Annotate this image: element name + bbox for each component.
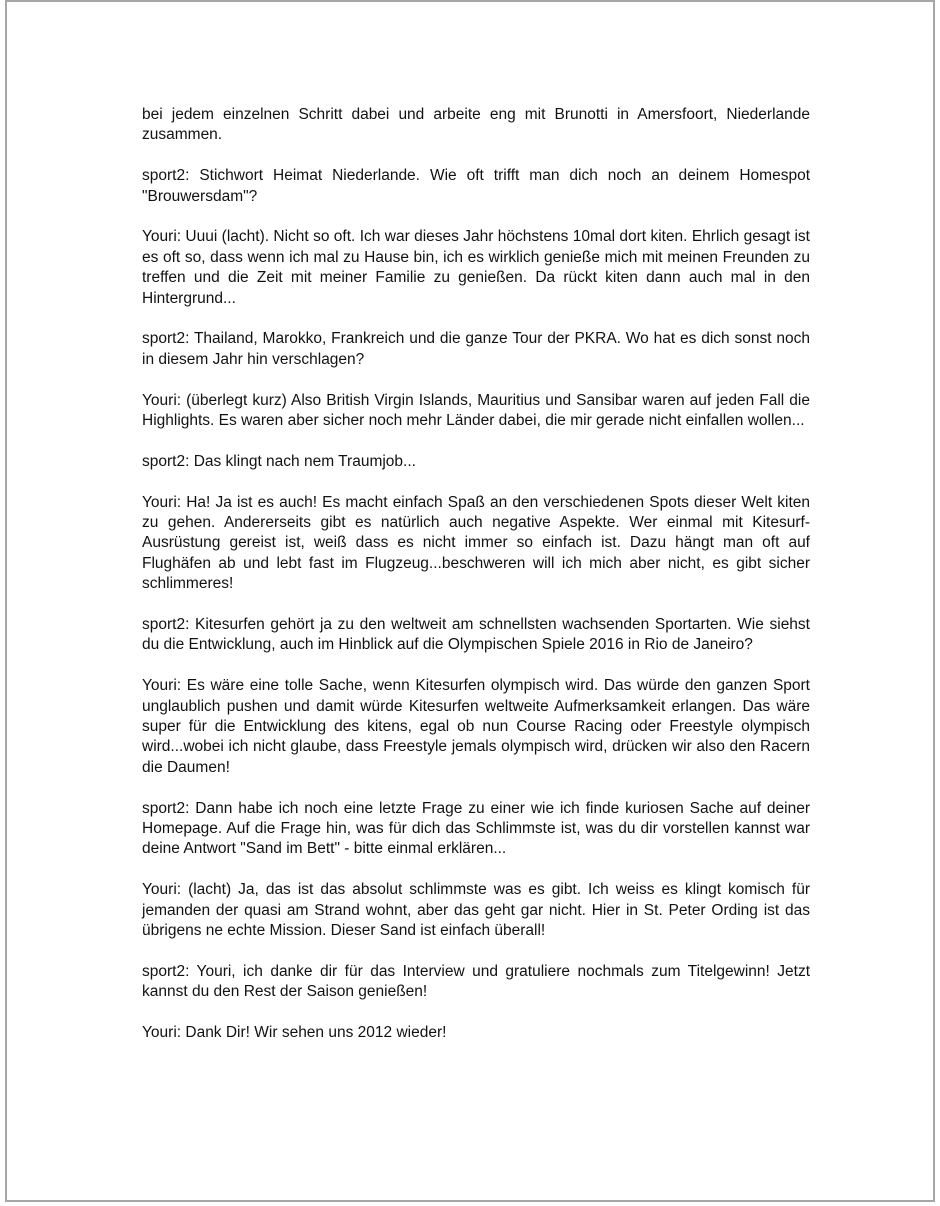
paragraph-answer-olympics: Youri: Es wäre eine tolle Sache, wenn Kitesurfen olympisch wird. Das würde den ganzen Sport unglaublich pushen und damit würde Kitesurfen weltweite Aufmerksamkeit erlangen. Das wäre super für die Entwicklung des kitens, egal ob nun Course Racing oder Freestyle olympisch wird...wobei ich nicht glaube, dass Freestyle jemals olympisch wird, drücken wir also den Racern die Daumen! bbox=[142, 677, 810, 776]
document-content bbox=[142, 105, 810, 1044]
document-page bbox=[5, 0, 935, 1202]
paragraph-question-travel: sport2: Thailand, Marokko, Frankreich und die ganze Tour der PKRA. Wo hat es dich sonst noch in diesem Jahr hin verschlagen? bbox=[142, 330, 810, 368]
paragraph-answer-travel: Youri: (überlegt kurz) Also British Virgin Islands, Mauritius und Sansibar waren auf jeden Fall die Highlights. Es waren aber sicher noch mehr Länder dabei, die mir gerade nicht einfallen wollen... bbox=[142, 391, 810, 430]
paragraph-answer-sand: Youri: (lacht) Ja, das ist das absolut schlimmste was es gibt. Ich weiss es klingt komisch für jemanden der quasi am Strand wohnt, aber das geht gar nicht. Hier in St. Peter Ording ist das übrigens ne echte Mission. Dieser Sand ist einfach überall! bbox=[142, 881, 810, 940]
paragraph-question-olympics: sport2: Kitesurfen gehört ja zu den weltweit am schnellsten wachsenden Sportarten. Wie siehst du die Entwicklung, auch im Hinblick auf die Olympischen Spiele 2016 in Rio de Janeiro? bbox=[142, 616, 810, 654]
paragraph-closing-thanks: sport2: Youri, ich danke dir für das Interview und gratuliere nochmals zum Titelgewinn! Jetzt kannst du den Rest der Saison genießen! bbox=[142, 962, 810, 1001]
paragraph-farewell: Youri: Dank Dir! Wir sehen uns 2012 wieder! bbox=[142, 1024, 447, 1042]
paragraph-answer-homespot: Youri: Uuui (lacht). Nicht so oft. Ich war dieses Jahr höchstens 10mal dort kiten. Ehrlich gesagt ist es oft so, dass wenn ich mal zu Hause bin, ich es wirklich genieße mich mit meinen Freunden zu treffen und die Zeit mit meiner Familie zu genießen. Da rückt kiten dann auch mal in den Hintergrund... bbox=[142, 228, 810, 307]
paragraph-question-sand: sport2: Dann habe ich noch eine letzte Frage zu einer wie ich finde kuriosen Sache auf deiner Homepage. Auf die Frage hin, was für dich das Schlimmste ist, was du dir vorstellen kannst war deine Antwort "Sand im Bett" - bitte einmal erklären... bbox=[142, 799, 810, 858]
paragraph-question-homespot: sport2: Stichwort Heimat Niederlande. Wie oft trifft man dich noch an deinem Homespot "Brouwersdam"? bbox=[142, 167, 810, 205]
paragraph-answer-dreamjob: Youri: Ha! Ja ist es auch! Es macht einfach Spaß an den verschiedenen Spots dieser Welt kiten zu gehen. Andererseits gibt es natürlich auch negative Aspekte. Wer einmal mit Kitesurf-Ausrüstung gereist ist, weiß dass es nicht immer so einfach ist. Dazu hängt man oft auf Flughäfen ab und lebt fast im Flugzeug...beschweren will ich mich aber nicht, es gibt sicher schlimmeres! bbox=[142, 493, 810, 593]
paragraph-continuation: bei jedem einzelnen Schritt dabei und arbeite eng mit Brunotti in Amersfoort, Niederlande zusammen. bbox=[142, 106, 810, 144]
paragraph-question-dreamjob: sport2: Das klingt nach nem Traumjob... bbox=[142, 452, 416, 470]
